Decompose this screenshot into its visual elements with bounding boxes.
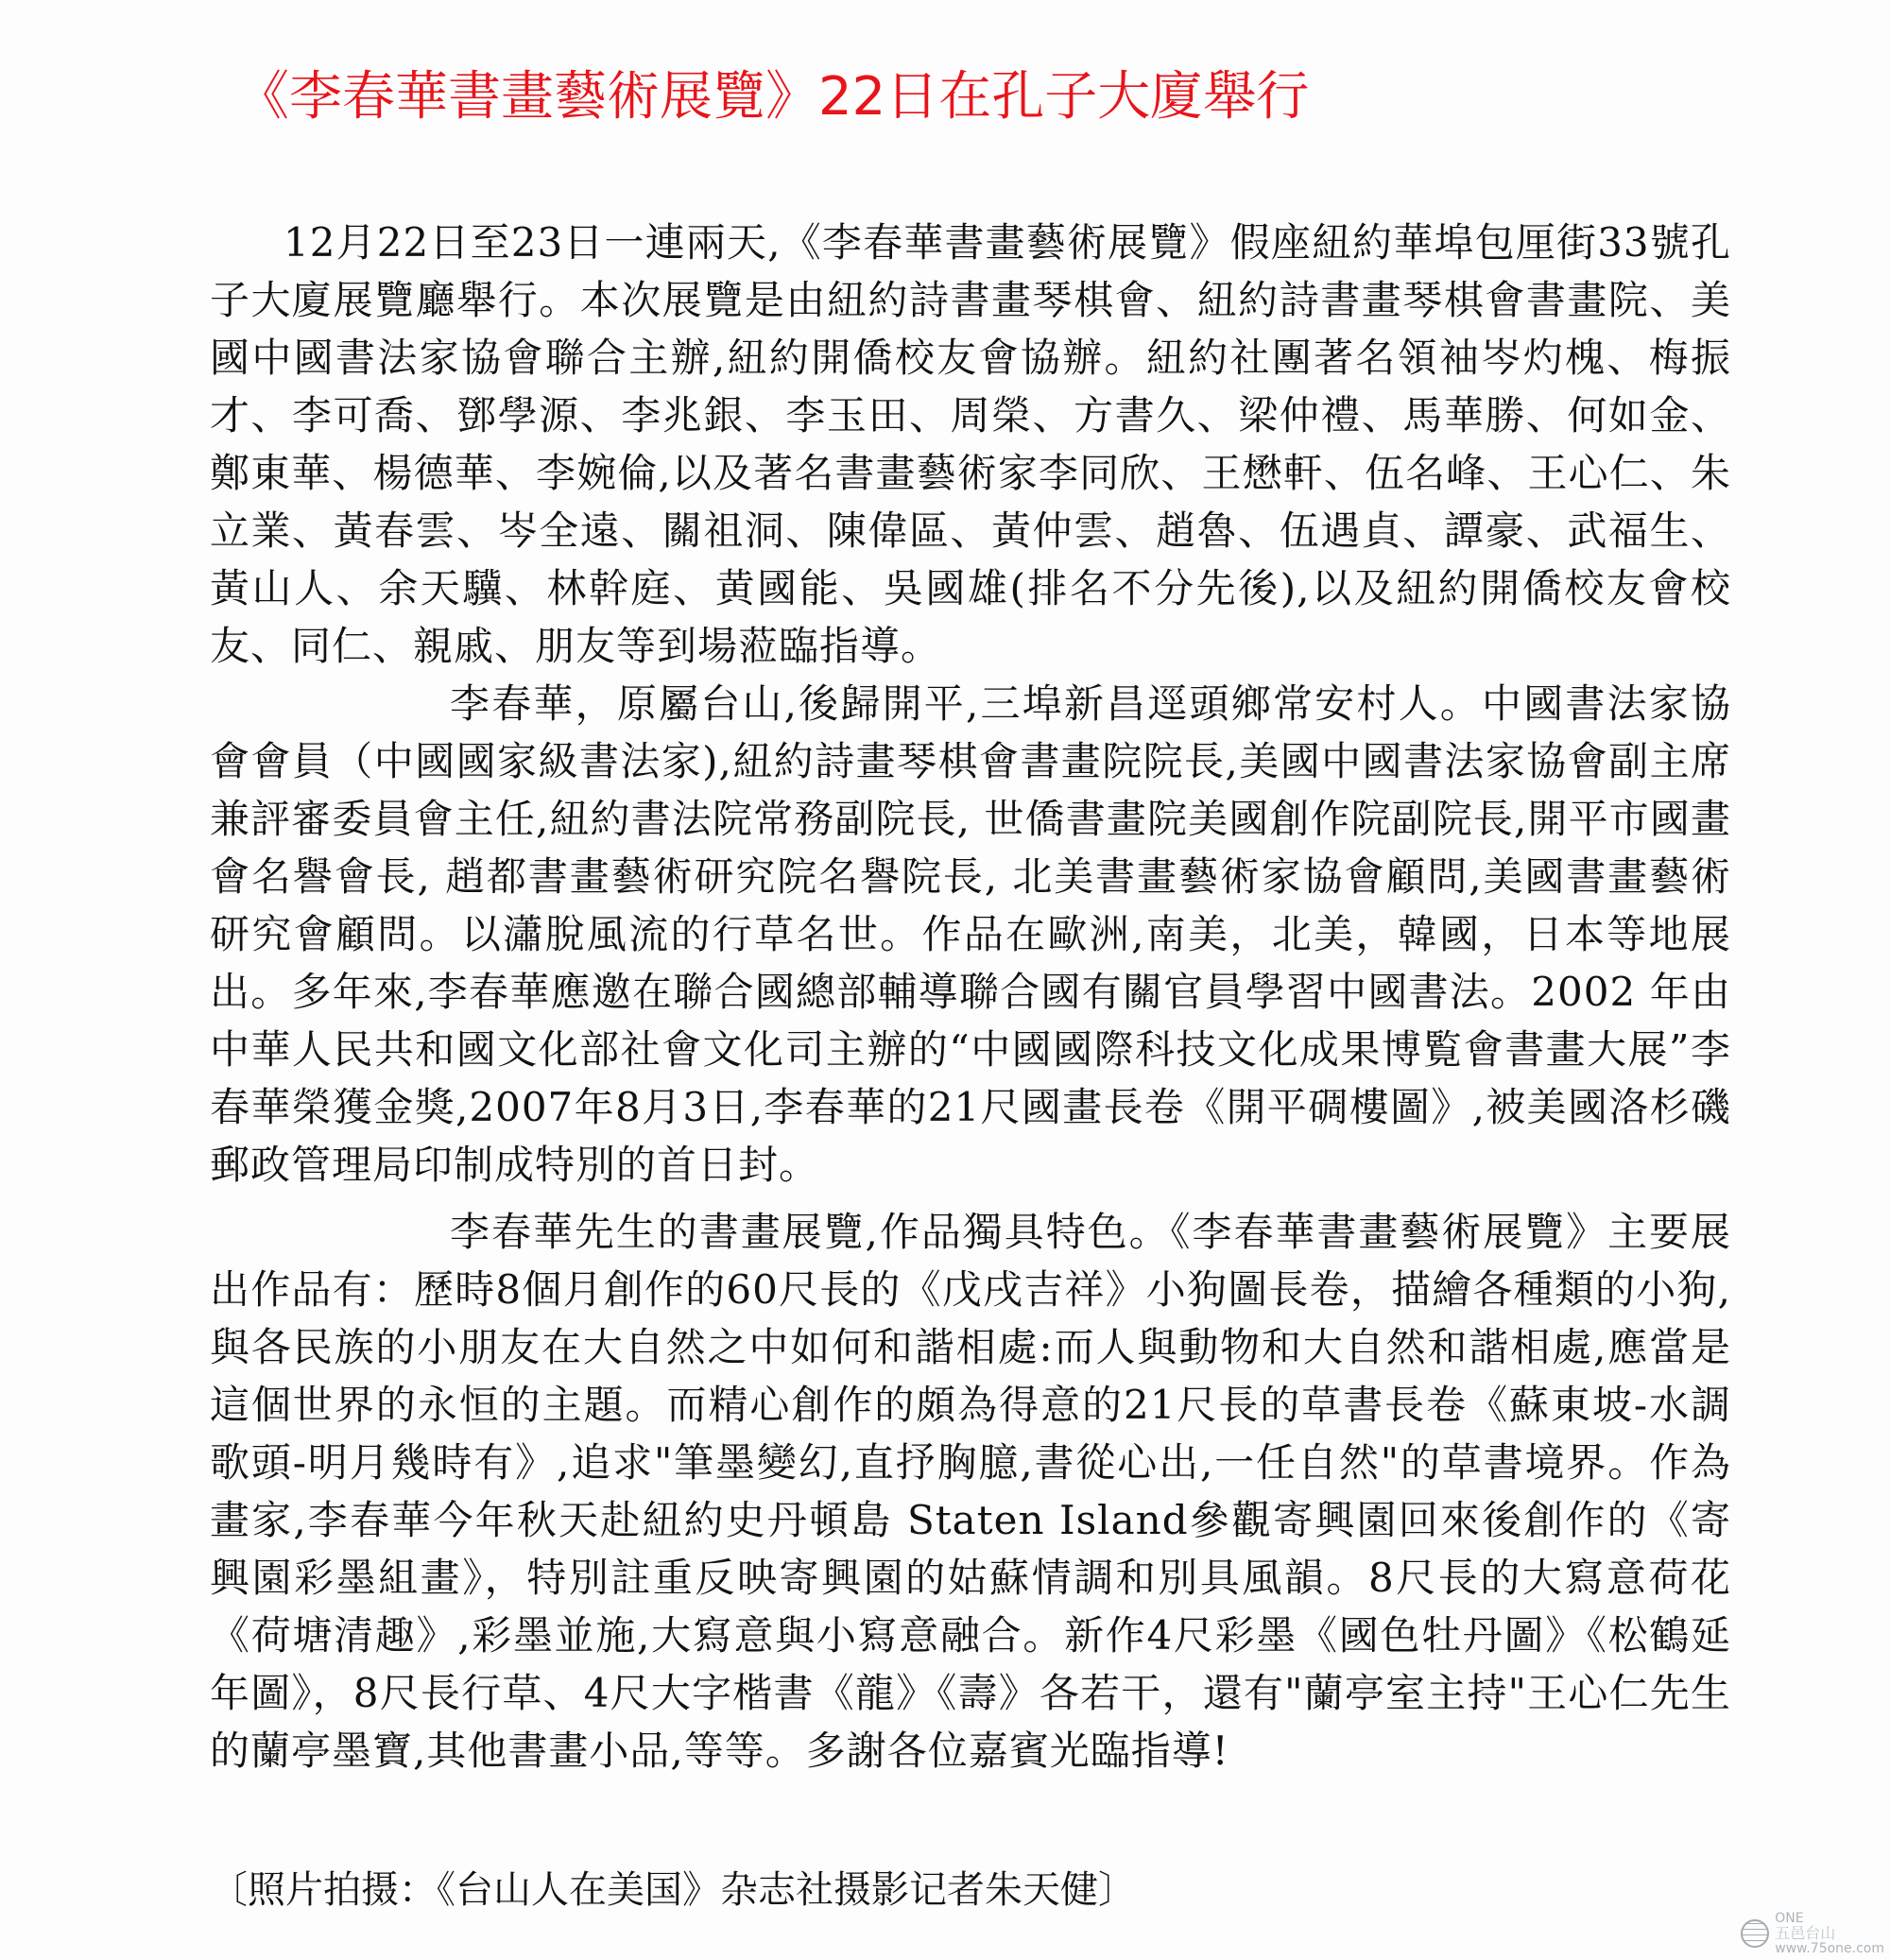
watermark-brand: ONE: [1775, 1911, 1804, 1926]
paragraph-works: 李春華先生的書畫展覽,作品獨具特色。《李春華書畫藝術展覽》主要展出作品有：歷時8個月創作的60尺長的《戊戌吉祥》小狗圖長卷，描繪各種類的小狗,與各民族的小朋友在大自然之中如何和諧相處:而人與動物和大自然和諧相處,應當是這個世界的永恒的主題。而精心創作的頗為得意的21尺長的草書長卷《蘇東坡-水調歌頭-明月幾時有》,追求"筆墨變幻,直抒胸臆,書從心出,一任自然"的草書境界。作為畫家,李春華今年秋天赴紐約史丹頓島 Staten Island參觀寄興園回來後創作的《寄興園彩墨組畫》，特別註重反映寄興園的姑蘇情調和別具風韻。8尺長的大寫意荷花《荷塘清趣》,彩墨並施,大寫意與小寫意融合。新作4尺彩墨《國色牡丹圖》《松鶴延年圖》，8尺長行草、4尺大字楷書《龍》《壽》各若干，還有"蘭亭室主持"王心仁先生的蘭亭墨寶,其他書畫小品,等等。多謝各位嘉賓光臨指導!: [210, 1209, 1731, 1774]
paragraph-artist-bio: 李春華，原屬台山,後歸開平,三埠新昌逕頭鄉常安村人。中國書法家協會會員（中國國家級書法家),紐約詩畫琴棋會書畫院院長,美國中國書法家協會副主席兼評審委員會主任,紐約書法院常務副院長, 世僑書畫院美國創作院副院長,開平市國畫會名譽會長, 趙都書畫藝術研究院名譽院長, 北美書畫藝術家協會顧問,美國書畫藝術研究會顧問。以瀟脫風流的行草名世。作品在歐洲,南美，北美，韓國，日本等地展出。多年來,李春華應邀在聯合國總部輔導聯合國有關官員學習中國書法。2002 年由中華人民共和國文化部社會文化司主辦的“中國國際科技文化成果博覧會書畫大展”李春華榮獲金獎,2007年8月3日,李春華的21尺國畫長卷《開平碉樓圖》,被美國洛杉磯郵政管理局印制成特別的首日封。: [210, 680, 1731, 1188]
article-body: [210, 214, 1731, 1779]
watermark-text: [1775, 1911, 1884, 1956]
globe-icon: [1741, 1919, 1769, 1948]
article-title: 《李春華書畫藝術展覽》22日在孔子大廈舉行: [236, 66, 1310, 128]
paragraph-exhibition-info: 12月22日至23日一連兩天,《李春華書畫藝術展覽》假座紐約華埠包厘街33號孔子大廈展覽廳舉行。本次展覽是由紐約詩書畫琴棋會、紐約詩書畫琴棋會書畫院、美國中國書法家協會聯合主辦,紐約開僑校友會協辦。紐約社團著名領袖岑灼槐、梅振才、李可喬、鄧學源、李兆銀、李玉田、周榮、方書久、梁仲禮、馬華勝、何如金、鄭東華、楊德華、李婉倫,以及著名書畫藝術家李同欣、王懋軒、伍名峰、王心仁、朱立業、黃春雲、岑全遠、關祖洞、陳偉區、黃仲雲、趙魯、伍遇貞、譚豪、武福生、黃山人、余天驥、林幹庭、黄國能、吳國雄(排名不分先後),以及紐約開僑校友會校友、同仁、親戚、朋友等到場蒞臨指導。: [210, 219, 1731, 669]
watermark-site-title: 五邑台山: [1775, 1924, 1836, 1942]
site-watermark: [1741, 1911, 1884, 1956]
photo-credit: 〔照片拍摄：《台山人在美国》杂志社摄影记者朱天健〕: [210, 1868, 1136, 1912]
watermark-url: www.75one.com: [1775, 1941, 1884, 1956]
